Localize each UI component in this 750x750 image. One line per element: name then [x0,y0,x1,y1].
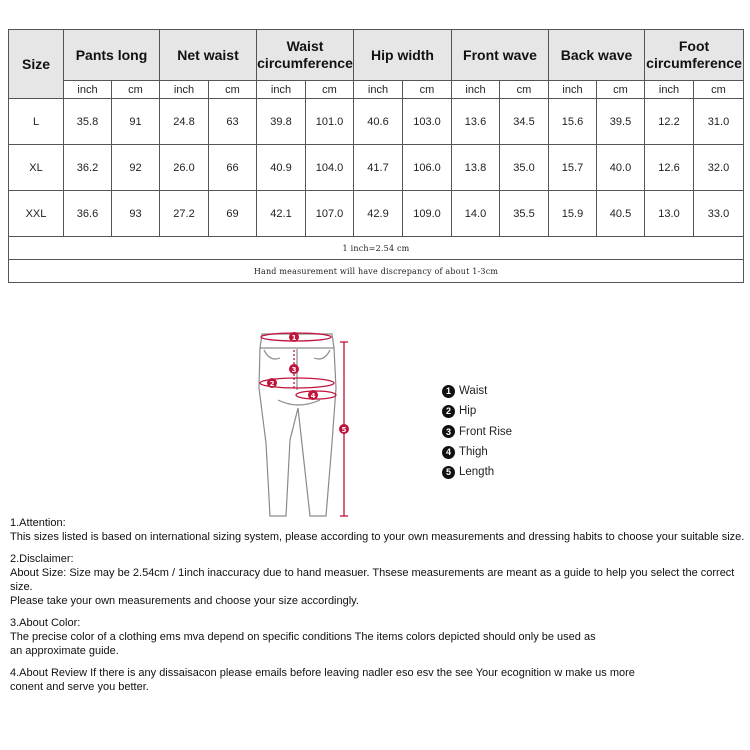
value-cell: 41.7 [354,145,403,191]
table-row-l [9,99,744,145]
legend-label: Front Rise [459,425,513,438]
marker-1-label: 1 [291,334,297,342]
marker-5-label: 5 [341,426,347,434]
value-cell: 92 [112,145,160,191]
value-cell: 93 [112,191,160,237]
value-cell: 106.0 [403,145,452,191]
value-cell: 27.2 [160,191,209,237]
value-cell: 35.8 [64,99,112,145]
unit-cell: cm [306,81,354,99]
size-chart-table [8,29,744,283]
legend-label: Waist [459,385,488,398]
note-title: 3.About Color: [10,617,81,629]
marker-3-label: 3 [291,366,297,374]
unit-cell: inch [354,81,403,99]
value-cell: 34.5 [500,99,549,145]
value-cell: 69 [209,191,257,237]
legend-number: 1 [442,385,455,398]
value-cell: 12.2 [645,99,694,145]
header-net-waist: Net waist [160,30,257,81]
pants-diagram [250,328,360,523]
color-note [10,616,745,658]
header-hip-width: Hip width [354,30,452,81]
value-cell: 12.6 [645,145,694,191]
value-cell: 35.0 [500,145,549,191]
unit-cell: inch [64,81,112,99]
value-cell: 39.5 [597,99,645,145]
note-title: 2.Disclaimer: [10,553,74,565]
value-cell: 24.8 [160,99,209,145]
value-cell: 91 [112,99,160,145]
note-title: 1.Attention: [10,517,66,529]
legend-label: Length [459,466,495,479]
value-cell: 26.0 [160,145,209,191]
legend-number: 4 [442,446,455,459]
value-cell: 15.7 [549,145,597,191]
legend-item-waist [442,381,512,401]
value-cell: 40.9 [257,145,306,191]
legend-label: Hip [459,405,477,418]
note-line: About Size: Size may be 2.54cm / 1inch inaccuracy due to hand measuer. Thsese measurements are meant as a guide to help you select the correct size. [10,567,735,593]
legend-number: 2 [442,405,455,418]
value-cell: 13.8 [452,145,500,191]
marker-2 [267,378,277,388]
value-cell: 15.6 [549,99,597,145]
value-cell: 42.1 [257,191,306,237]
value-cell: 66 [209,145,257,191]
value-cell: 33.0 [694,191,744,237]
unit-cell: inch [452,81,500,99]
value-cell: 109.0 [403,191,452,237]
unit-cell: cm [597,81,645,99]
measurement-note-row [9,260,744,283]
legend-item-hip [442,401,512,421]
disclaimer-note [10,552,745,608]
value-cell: 42.9 [354,191,403,237]
header-front-wave: Front wave [452,30,549,81]
attention-note [10,516,745,544]
value-cell: 36.2 [64,145,112,191]
note-line: Please take your own measurements and choose your size accordingly. [10,595,359,607]
value-cell: 32.0 [694,145,744,191]
notes-section [10,516,745,702]
unit-cell: cm [500,81,549,99]
marker-3 [289,364,299,374]
header-waist-circumference: Waist circumference [257,30,354,81]
unit-cell: inch [257,81,306,99]
table-row-xl [9,145,744,191]
measurement-note: Hand measurement will have discrepancy of about 1-3cm [9,260,744,283]
value-cell: 101.0 [306,99,354,145]
value-cell: 31.0 [694,99,744,145]
marker-4 [308,390,318,400]
unit-cell: cm [694,81,744,99]
unit-cell: inch [160,81,209,99]
value-cell: 107.0 [306,191,354,237]
value-cell: 40.5 [597,191,645,237]
value-cell: 40.6 [354,99,403,145]
value-cell: 63 [209,99,257,145]
size-cell: XXL [9,191,64,237]
header-back-wave: Back wave [549,30,645,81]
header-pants-long: Pants long [64,30,160,81]
pants-outline [259,334,336,516]
unit-cell: inch [549,81,597,99]
unit-cell: cm [209,81,257,99]
header-foot-circumference: Foot circumference [645,30,744,81]
value-cell: 39.8 [257,99,306,145]
conversion-note-row [9,237,744,260]
legend-item-length [442,462,512,482]
note-line: The precise color of a clothing ems mva depend on specific conditions The items colors depicted should only be used as [10,631,596,643]
legend-number: 5 [442,466,455,479]
value-cell: 103.0 [403,99,452,145]
legend-item-thigh [442,442,512,462]
legend-label: Thigh [459,446,488,459]
note-line: an approximate guide. [10,645,119,657]
marker-4-label: 4 [310,392,316,400]
marker-1 [289,332,299,342]
value-cell: 14.0 [452,191,500,237]
unit-cell: inch [645,81,694,99]
value-cell: 13.0 [645,191,694,237]
note-line: 4.About Review If there is any dissaisacon please emails before leaving nadler eso esv the see Your ecognition w make us more [10,667,635,679]
legend-number: 3 [442,425,455,438]
note-line: This sizes listed is based on international sizing system, please according to your own measurements and dressing habits to choose your suitable size. [10,531,745,543]
header-row [9,30,744,81]
value-cell: 40.0 [597,145,645,191]
review-note [10,666,745,694]
header-size: Size [9,30,64,99]
note-line: conent and serve you better. [10,681,149,693]
conversion-note: 1 inch=2.54 cm [9,237,744,260]
value-cell: 13.6 [452,99,500,145]
value-cell: 104.0 [306,145,354,191]
value-cell: 36.6 [64,191,112,237]
value-cell: 15.9 [549,191,597,237]
unit-cell: cm [403,81,452,99]
unit-row [9,81,744,99]
unit-cell: cm [112,81,160,99]
table-row-xxl [9,191,744,237]
measurement-legend [442,381,512,482]
marker-5 [339,424,349,434]
size-cell: XL [9,145,64,191]
marker-2-label: 2 [269,380,275,388]
legend-item-front-rise [442,422,512,442]
value-cell: 35.5 [500,191,549,237]
size-cell: L [9,99,64,145]
